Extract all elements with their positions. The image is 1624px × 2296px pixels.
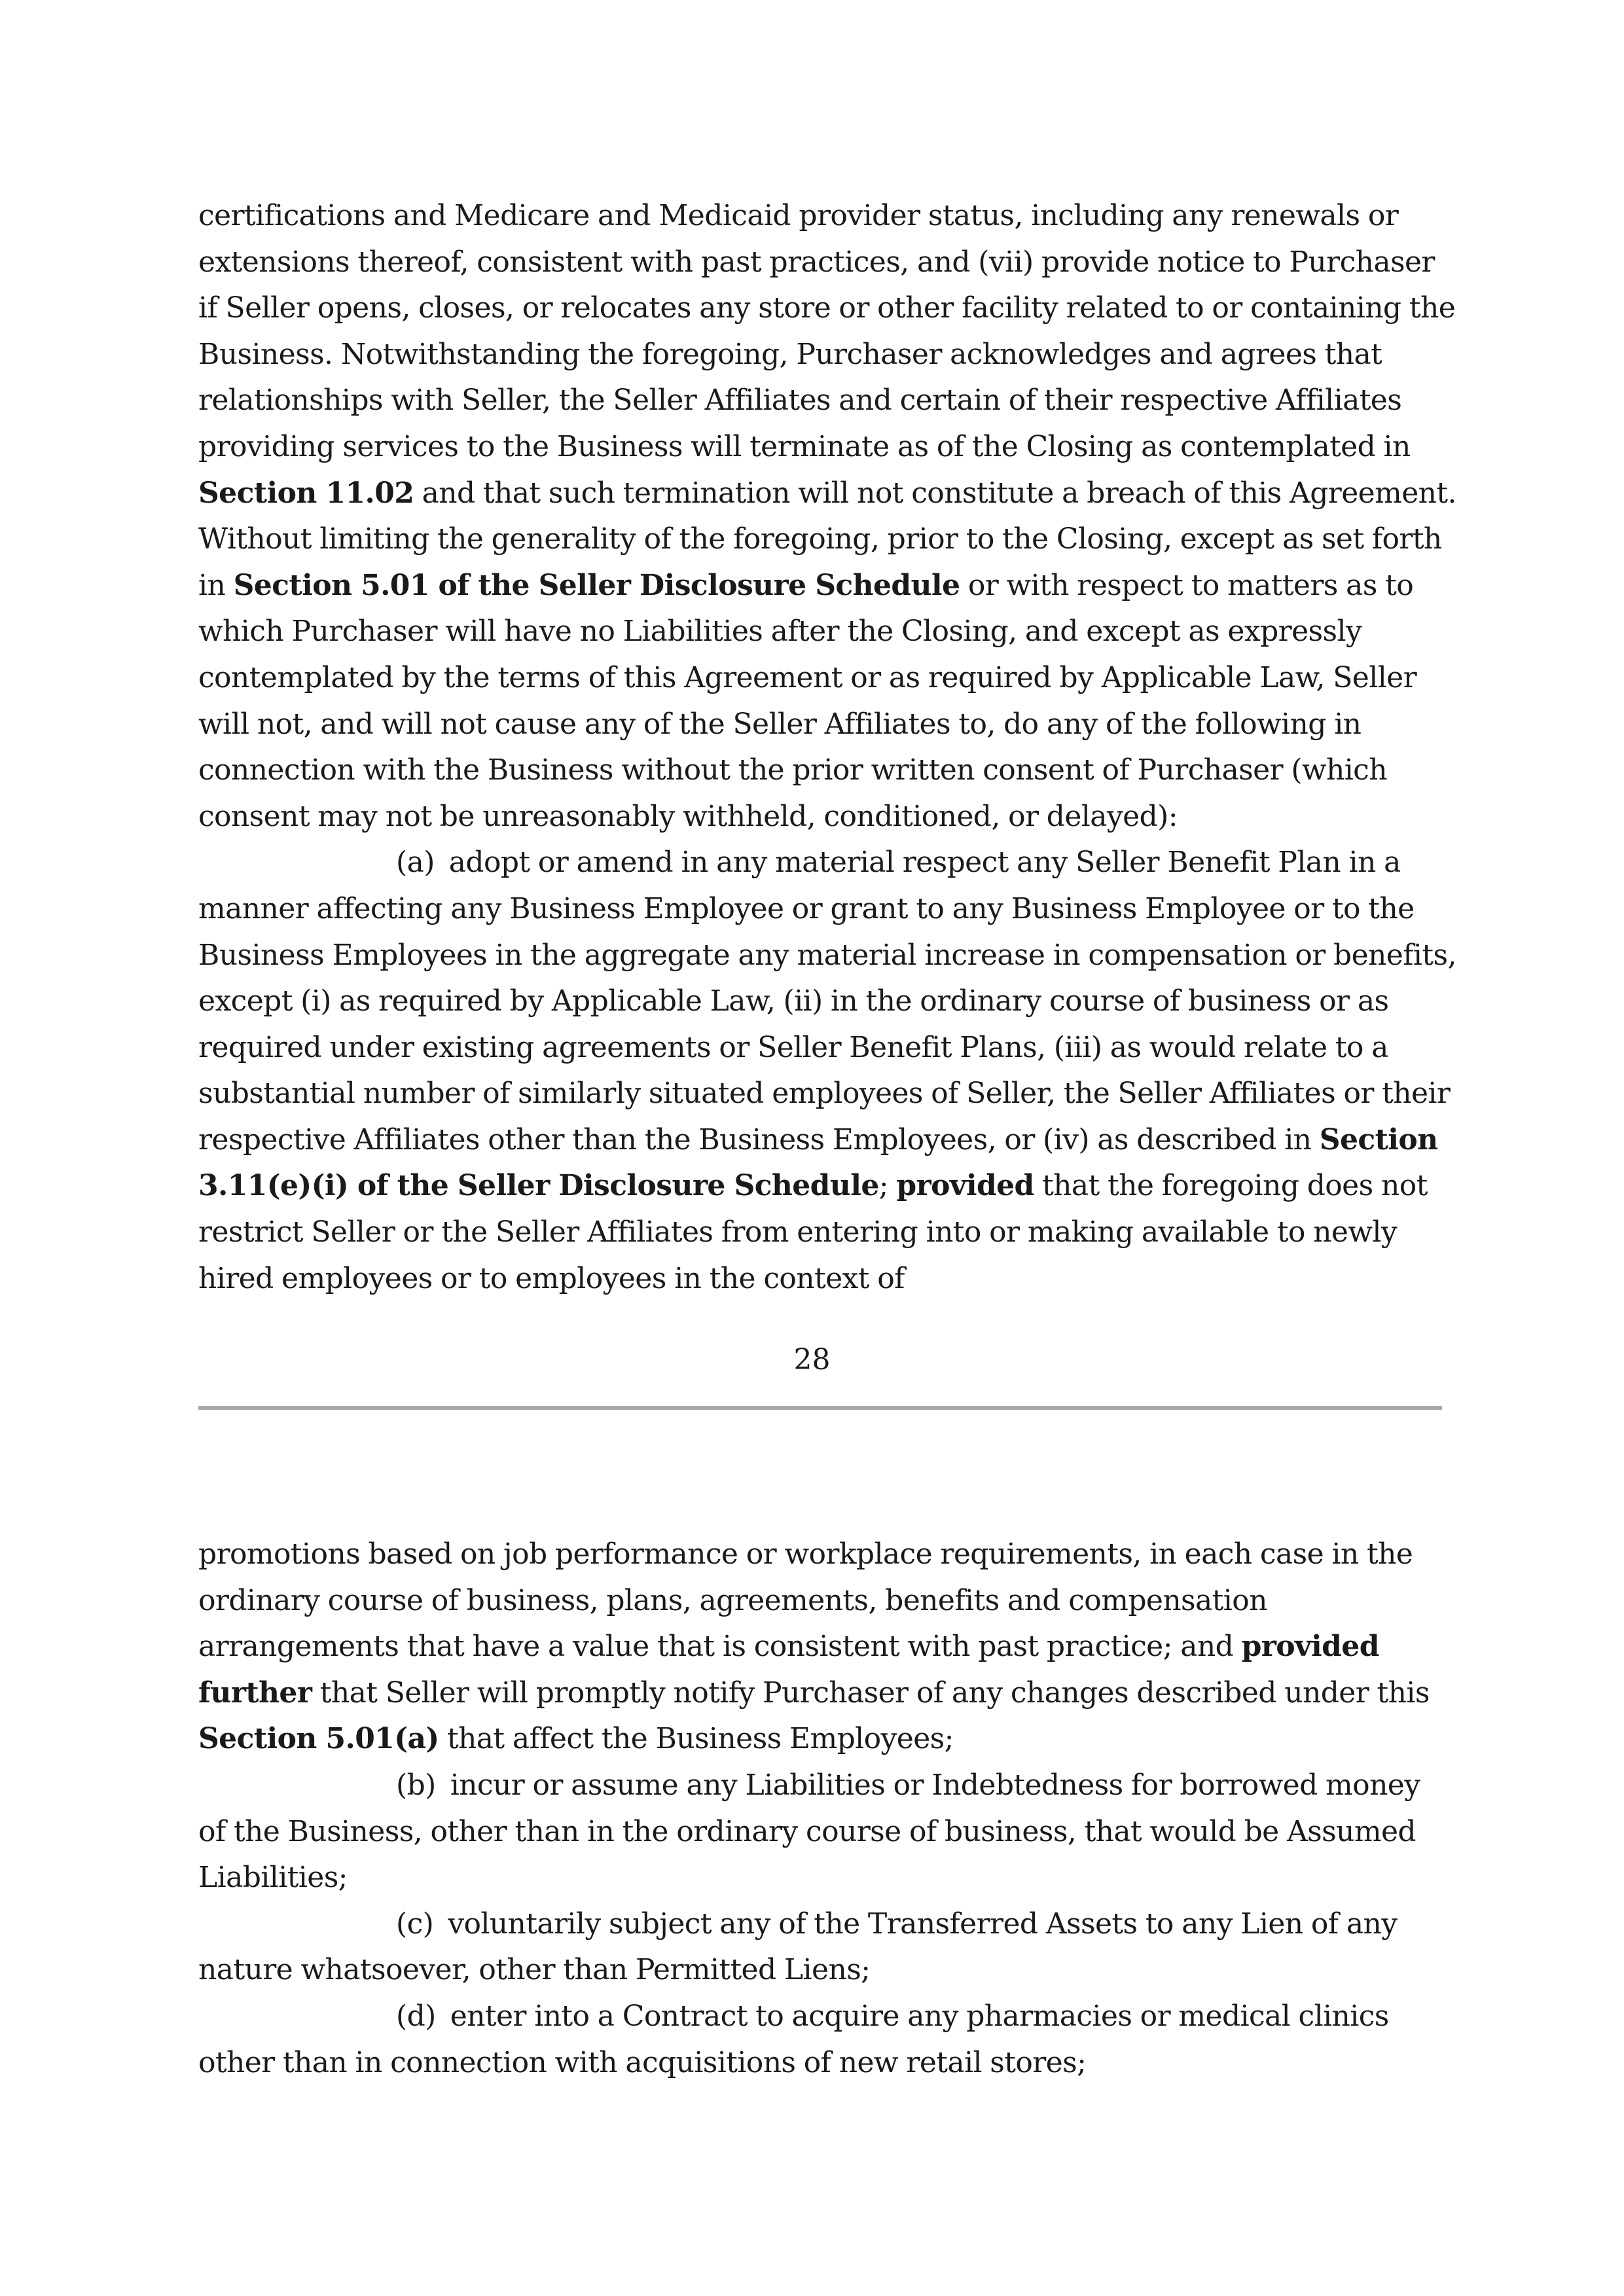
- text-segment: other than in connection with acquisitions of new retail stores;: [198, 2045, 1087, 2079]
- text-segment: nature whatsoever, other than Permitted Liens;: [198, 1953, 871, 1987]
- text-line: [198, 193, 1442, 240]
- text-segment: contemplated by the terms of this Agreement or as required by Applicable Law, Seller: [198, 660, 1417, 694]
- bold-reference: Section 5.01 of the Seller Disclosure Schedule: [233, 568, 960, 602]
- text-segment: will not, and will not cause any of the Seller Affiliates to, do any of the following in: [198, 707, 1362, 741]
- text-line: [198, 609, 1442, 655]
- text-line: [198, 516, 1442, 563]
- text-segment: substantial number of similarly situated employees of Seller, the Seller Affiliates or their: [198, 1077, 1451, 1111]
- clause-label: (b): [396, 1768, 436, 1802]
- text-line: [198, 702, 1442, 748]
- text-segment: Liabilities;: [198, 1861, 348, 1895]
- text-line: [198, 1256, 1442, 1302]
- text-segment: Without limiting the generality of the foregoing, prior to the Closing, except as set forth: [198, 522, 1442, 556]
- bold-reference: 3.11(e)(i) of the Seller Disclosure Schedule: [198, 1169, 879, 1203]
- text-line: [198, 471, 1456, 517]
- text-line: [198, 886, 1442, 933]
- text-segment: incur or assume any Liabilities or Indebtedness for borrowed money: [450, 1768, 1420, 1802]
- text-segment: that the foregoing does not: [1034, 1169, 1428, 1203]
- text-segment: adopt or amend in any material respect any Seller Benefit Plan in a: [448, 846, 1401, 880]
- text-segment: which Purchaser will have no Liabilities after the Closing, and except as expressly: [198, 615, 1362, 649]
- text-line: [198, 240, 1442, 286]
- text-line: [198, 1901, 1442, 1948]
- text-line: [198, 933, 1456, 979]
- text-segment: enter into a Contract to acquire any pharmacies or medical clinics: [450, 1999, 1389, 2033]
- bold-reference: Section 11.02: [198, 476, 414, 510]
- text-segment: ordinary course of business, plans, agreements, benefits and compensation: [198, 1583, 1267, 1617]
- bold-reference: Section 5.01(a): [198, 1722, 439, 1756]
- text-segment: promotions based on job performance or workplace requirements, in each case in the: [198, 1537, 1413, 1571]
- text-segment: extensions thereof, consistent with past practices, and (vii) provide notice to Purchaser: [198, 245, 1435, 279]
- page-break-divider: [198, 1406, 1442, 1410]
- text-line: [198, 1117, 1442, 1164]
- text-segment: or with respect to matters as to: [960, 568, 1414, 602]
- text-segment: voluntarily subject any of the Transferred Assets to any Lien of any: [448, 1907, 1398, 1941]
- text-line: [198, 1947, 1442, 1994]
- text-segment: of the Business, other than in the ordinary course of business, that would be Assumed: [198, 1814, 1416, 1848]
- text-line: [198, 285, 1456, 332]
- text-line: [198, 1163, 1442, 1210]
- page-29-body-text: [198, 1532, 1442, 2086]
- text-line: [198, 1025, 1442, 1071]
- text-segment: and that such termination will not constitute a breach of this Agreement.: [414, 476, 1456, 510]
- text-line: [198, 1532, 1442, 1578]
- text-segment: providing services to the Business will terminate as of the Closing as contemplated in: [198, 429, 1411, 463]
- text-line: [198, 332, 1442, 378]
- text-line: [198, 1578, 1442, 1624]
- text-line: [198, 1994, 1442, 2040]
- text-line: [198, 1716, 1442, 1763]
- text-line: [198, 424, 1442, 471]
- text-segment: arrangements that have a value that is consistent with past practice; and: [198, 1630, 1242, 1664]
- text-segment: manner affecting any Business Employee or grant to any Business Employee or to the: [198, 891, 1415, 925]
- text-line: [198, 655, 1442, 702]
- text-segment: Business Employees in the aggregate any material increase in compensation or benefits,: [198, 938, 1456, 972]
- page-28-body-text: [198, 193, 1456, 1302]
- text-segment: required under existing agreements or Seller Benefit Plans, (iii) as would relate to a: [198, 1030, 1388, 1064]
- text-line: [198, 840, 1442, 886]
- clause-label: (a): [396, 846, 435, 880]
- text-segment: certifications and Medicare and Medicaid provider status, including any renewals or: [198, 199, 1399, 232]
- text-segment: respective Affiliates other than the Business Employees, or (iv) as described in: [198, 1122, 1320, 1157]
- text-line: [198, 747, 1442, 794]
- text-segment: except (i) as required by Applicable Law, (ii) in the ordinary course of business or as: [198, 984, 1389, 1018]
- text-segment: in: [198, 568, 234, 602]
- page-number: 28: [793, 1343, 831, 1376]
- clause-label: (d): [396, 1999, 436, 2033]
- text-segment: relationships with Seller, the Seller Affiliates and certain of their respective Affiliates: [198, 384, 1402, 418]
- text-segment: Business. Notwithstanding the foregoing, Purchaser acknowledges and agrees that: [198, 337, 1382, 371]
- text-line: [198, 2040, 1442, 2087]
- text-line: [198, 1210, 1442, 1256]
- text-segment: connection with the Business without the prior written consent of Purchaser (which: [198, 753, 1387, 787]
- text-segment: that affect the Business Employees;: [439, 1722, 954, 1756]
- text-line: [198, 1809, 1442, 1856]
- bold-reference: further: [198, 1676, 312, 1710]
- text-line: [198, 978, 1442, 1025]
- bold-reference: provided: [896, 1169, 1034, 1203]
- clause-label: (c): [396, 1907, 434, 1941]
- text-segment: that Seller will promptly notify Purchaser of any changes described under this: [312, 1676, 1430, 1710]
- text-line: [198, 563, 1442, 609]
- text-segment: ;: [878, 1169, 897, 1203]
- text-line: [198, 1624, 1442, 1670]
- text-segment: consent may not be unreasonably withheld, conditioned, or delayed):: [198, 799, 1178, 833]
- text-line: [198, 1071, 1451, 1117]
- text-line: [198, 1855, 1442, 1901]
- text-segment: hired employees or to employees in the context of: [198, 1261, 905, 1295]
- text-line: [198, 794, 1442, 840]
- text-segment: if Seller opens, closes, or relocates any store or other facility related to or containing the: [198, 291, 1456, 325]
- text-line: [198, 1763, 1442, 1809]
- text-segment: restrict Seller or the Seller Affiliates from entering into or making available to newly: [198, 1215, 1398, 1249]
- text-line: [198, 378, 1442, 424]
- bold-reference: Section: [1319, 1122, 1438, 1157]
- text-line: [198, 1670, 1442, 1717]
- bold-reference: provided: [1241, 1630, 1379, 1664]
